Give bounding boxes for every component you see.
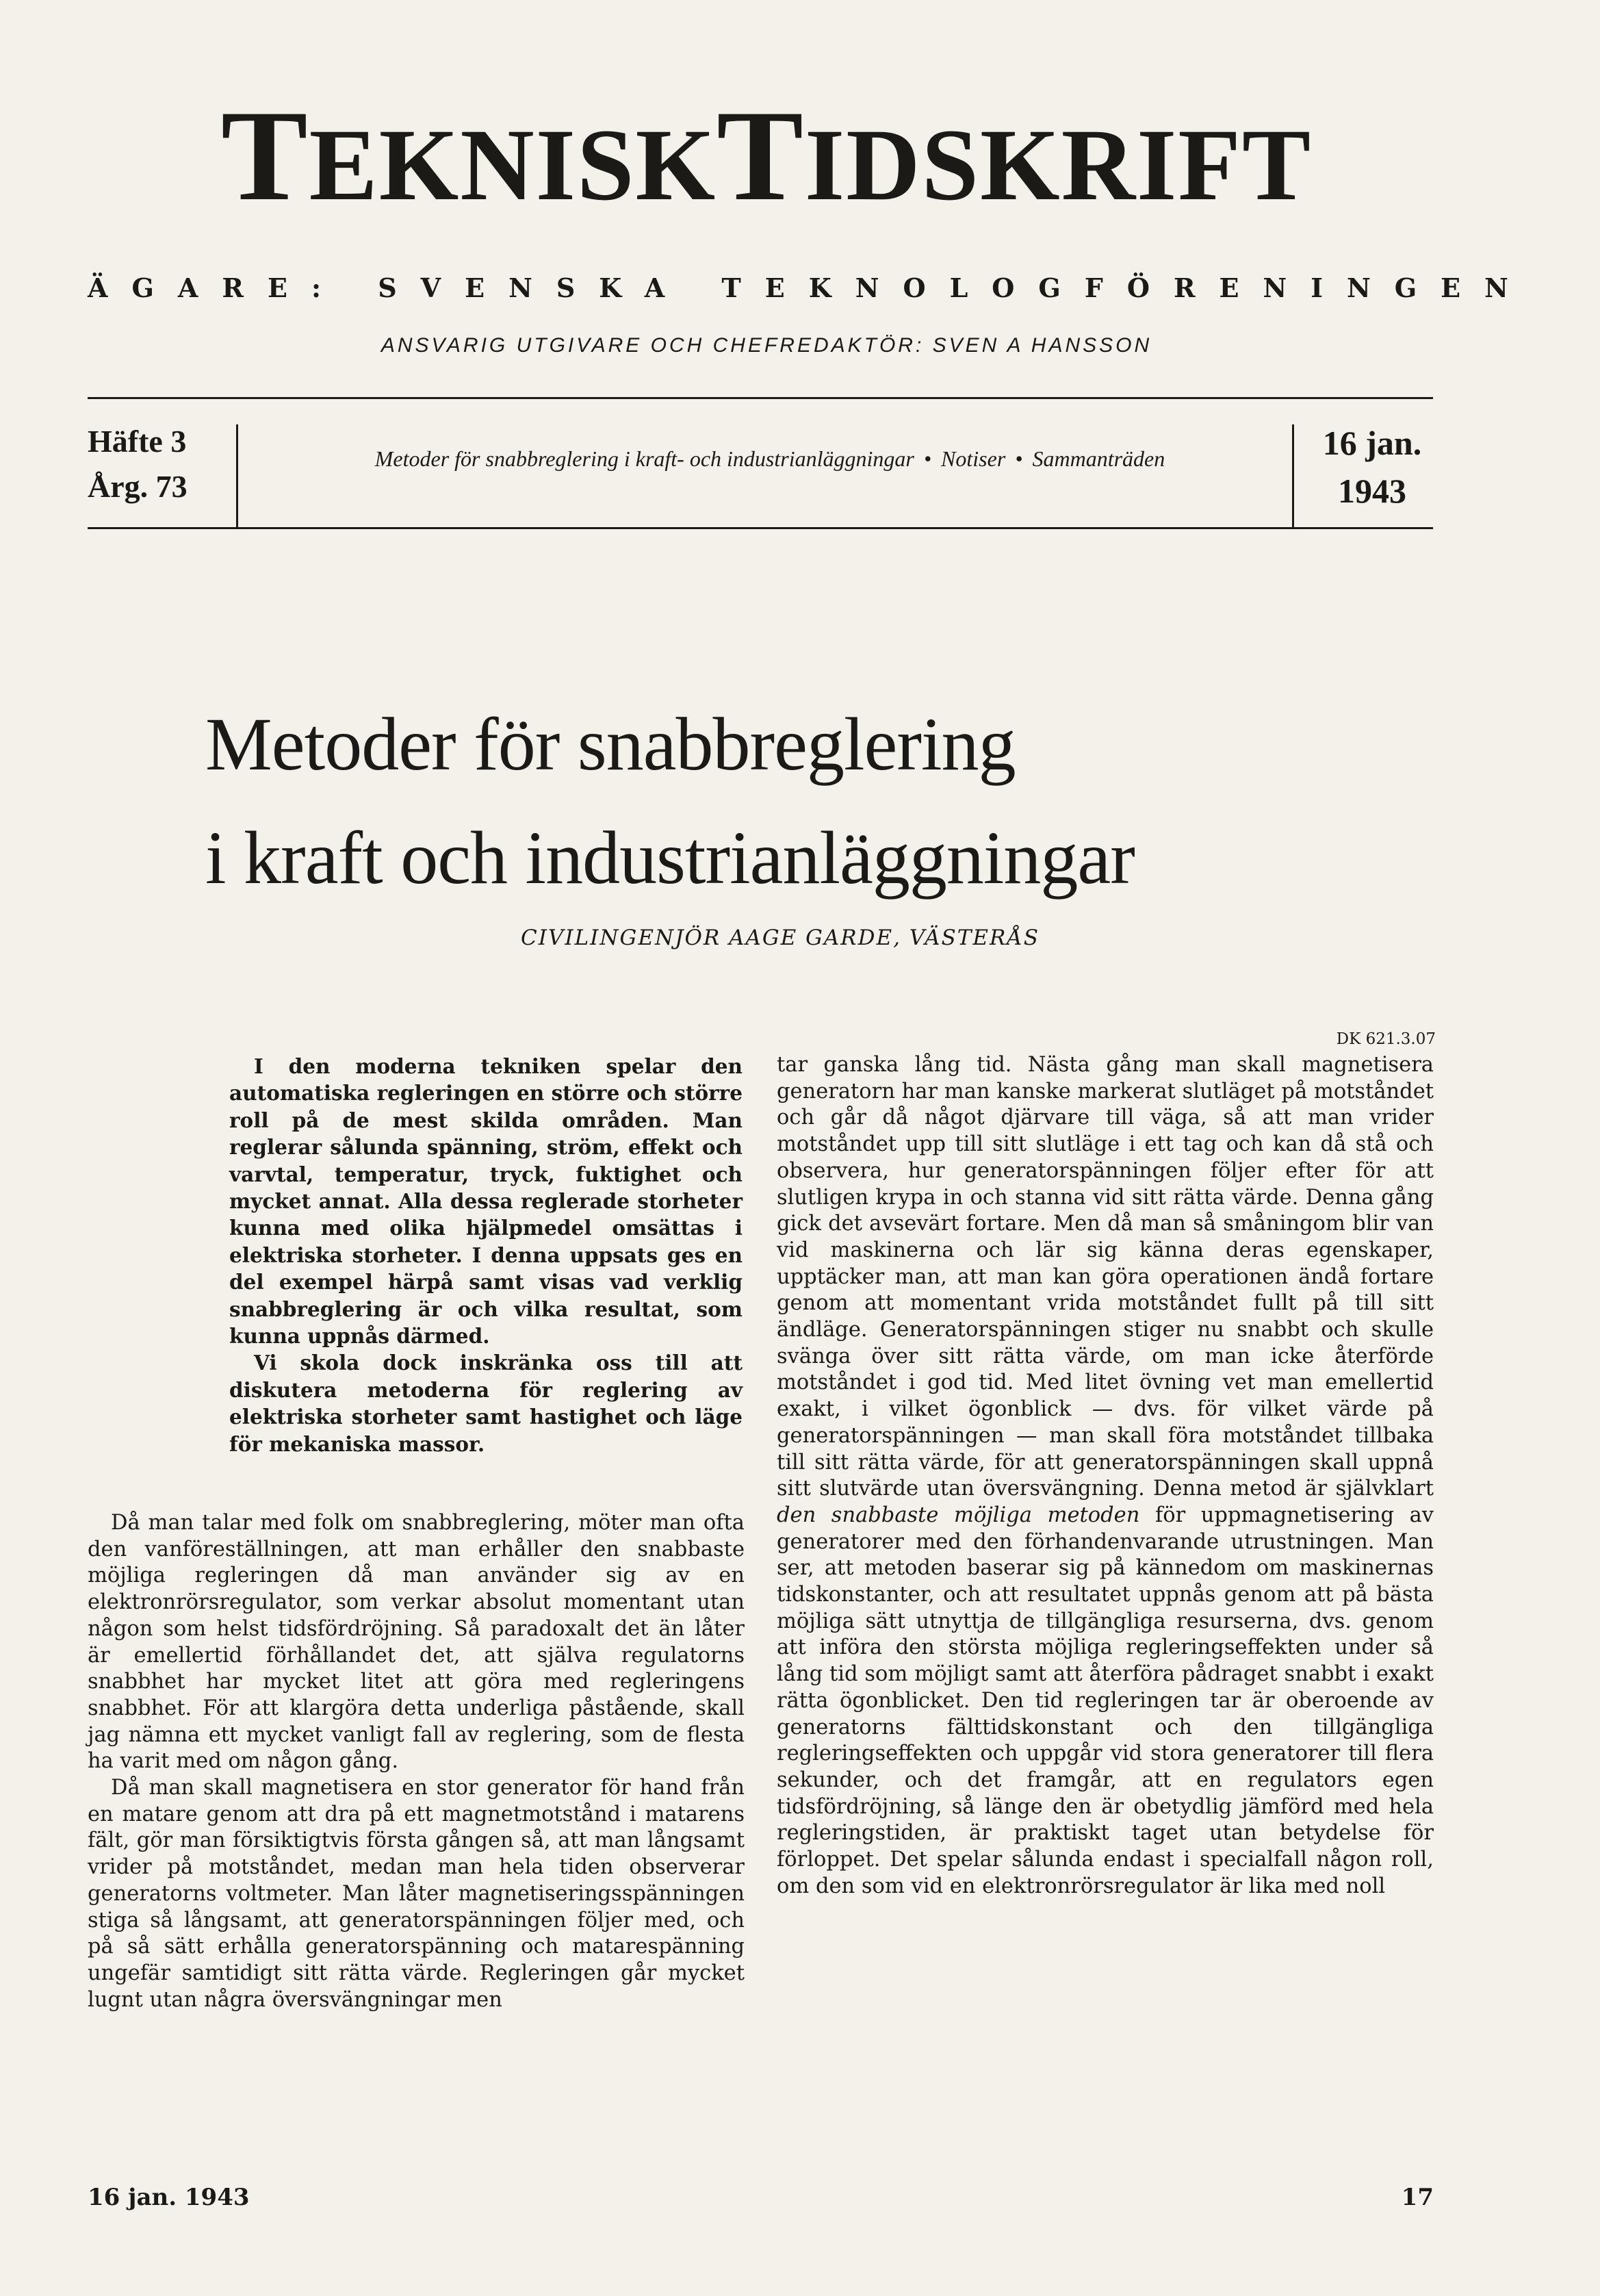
body-paragraph: Då man skall magnetisera en stor generator för hand från en matare genom att dra på ett magnetmotstånd i matarens fält, gör man försiktigtvis första gången så, att man långsamt vrider på motståndet, medan man hela tiden observerar generatorns voltmeter. Man låter magnetiseringsspänningen stiga så långsamt, att generatorspänningen följer med, och på så sätt erhålla generatorspänning och matarespänning ungefär samtidigt sitt rätta värde. Regleringen går mycket lugnt utan några översvängningar men [88, 1776, 745, 2012]
footer-date: 16 jan. 1943 [88, 2184, 250, 2211]
article-title-line-1: Metoder för snabbreglering [205, 702, 1016, 786]
body-paragraph [777, 1052, 1434, 1900]
page-number: 17 [1401, 2184, 1434, 2211]
header-rule-top [88, 397, 1433, 399]
body-text: för uppmagnetisering av generatorer med den förhandenvarande utrustningen. Man ser, att metoden baserar sig på kännedom om maskinernas tidskonstanter, och att resultatet uppnås genom att på bästa möjliga sätt utnyttja de tillgängliga resurserna, dvs. genom att införa den största möjliga regleringseffekten under så lång tid som möjligt samt att återföra pådraget snabbt i exakt rätta ögonblicket. Den tid regleringen tar är oberoende av generatorns fälttidskonstant och den tillgängliga regleringseffekten och uppgår vid stora generatorer till flera sekunder, och det framgår, att en regulators egen tidsfördröjning, så länge den är obetydlig jämförd med hela regleringstiden, är praktiskt taget utan betydelse för förloppet. Det spelar sålunda endast i specialfall någon roll, om den som vid en elektronrörsregulator är lika med noll [777, 1503, 1434, 1898]
issue-hafte: Häfte 3 [88, 424, 187, 459]
article-title-line-2: i kraft och industrianläggningar [205, 816, 1135, 900]
contents-item: Metoder för snabbreglering i kraft- och industrianläggningar [374, 446, 914, 471]
contents-separator: • [1015, 446, 1023, 471]
issue-date-day: 16 jan. [1322, 424, 1422, 462]
issue-date [1304, 419, 1441, 515]
issue-date-year: 1943 [1338, 472, 1406, 510]
issue-argang: Årg. 73 [88, 469, 188, 504]
dk-classification: DK 621.3.07 [1336, 1030, 1436, 1048]
article-title [205, 687, 1232, 915]
publisher-owner: ÄGARE: SVENSKA TEKNOLOGFÖRENINGEN [88, 272, 1532, 303]
body-paragraph: Då man talar med folk om snabbreglering, möter man ofta den vanföreställningen, att man erhåller den snabbaste möjliga regleringen då man använder sig av en elektronrörsregulator, som verkar absolut momentant utan någon som helst tidsfördröjning. Så paradoxalt det än låter är emellertid förhållandet det, att själva regulatorns snabbhet har mycket litet att göra med regleringens snabbhet. För att klargöra detta underliga påstående, skall jag nämna ett mycket vanligt fall av reglering, som de flesta ha varit med om någon gång. [88, 1511, 745, 1774]
body-emphasis: den snabbaste möjliga metoden [777, 1503, 1140, 1527]
issue-contents [260, 446, 1280, 472]
masthead-initial-1: T [220, 84, 309, 228]
abstract-paragraph: Vi skola dock inskränka oss till att diskutera metoderna för reglering av elektriska storheter samt hastighet och läge för mekaniska massor. [229, 1351, 743, 1456]
editor-line: ANSVARIG UTGIVARE OCH CHEFREDAKTÖR: SVEN A HANSSON [380, 334, 1152, 357]
body-column-right [777, 1052, 1434, 1900]
article-byline: CIVILINGENJÖR AAGE GARDE, VÄSTERÅS [521, 926, 1040, 950]
masthead-word-1: EKNISK [309, 108, 717, 222]
contents-item: Sammanträden [1032, 446, 1165, 471]
body-text: tar ganska lång tid. Nästa gång man skall magnetisera generatorn har man kanske markerat slutläget på motståndet och går då något djärvare till väga, så att man vrider motståndet upp till sitt slutläge i ett tag och kan då stå och observera, hur generatorspänningen följer efter för att slutligen krypa in och stanna vid sitt rätta värde. Denna gång gick det avsevärt fortare. Men då man så småningom blir van vid maskinerna och lär sig känna deras egenskaper, upptäcker man, att man kan göra operationen ändå fortare genom att momentant vrida motståndet fullt på till sitt ändläge. Generatorspänningen stiger nu snabbt och skulle svänga över sitt rätta värde, om man icke återförde motståndet i god tid. Med litet övning vet man emellertid exakt, i vilket ögonblick — dvs. för vilket värde på generatorspänningen — man skall föra motståndet tillbaka till sitt rätta värde, för att generatorspänningen skall uppnå sitt slutvärde utan översvängning. Denna metod är självklart [777, 1053, 1434, 1501]
body-column-left [88, 1510, 745, 2013]
masthead-initial-2: T [717, 84, 805, 228]
contents-item: Notiser [941, 446, 1006, 471]
header-rule-bottom [88, 527, 1433, 529]
masthead-word-2: IDSKRIFT [804, 108, 1313, 222]
article-abstract [229, 1053, 743, 1457]
abstract-paragraph: I den moderna tekniken spelar den automatiska regleringen en större och större roll på de mest skilda områden. Man reglerar sålunda spänning, ström, effekt och varvtal, temperatur, tryck, fuktighet och mycket annat. Alla dessa reglerade storheter kunna med olika hjälpmedel omsättas i elektriska storheter. I denna uppsats ges en del exempel härpå samt visas vad verklig snabbreglering är och vilka resultat, som kunna uppnås därmed. [229, 1054, 743, 1349]
header-divider-right [1292, 424, 1294, 527]
masthead-title [82, 84, 1451, 233]
header-divider-left [236, 424, 238, 527]
contents-separator: • [923, 446, 932, 471]
issue-number [88, 419, 188, 509]
